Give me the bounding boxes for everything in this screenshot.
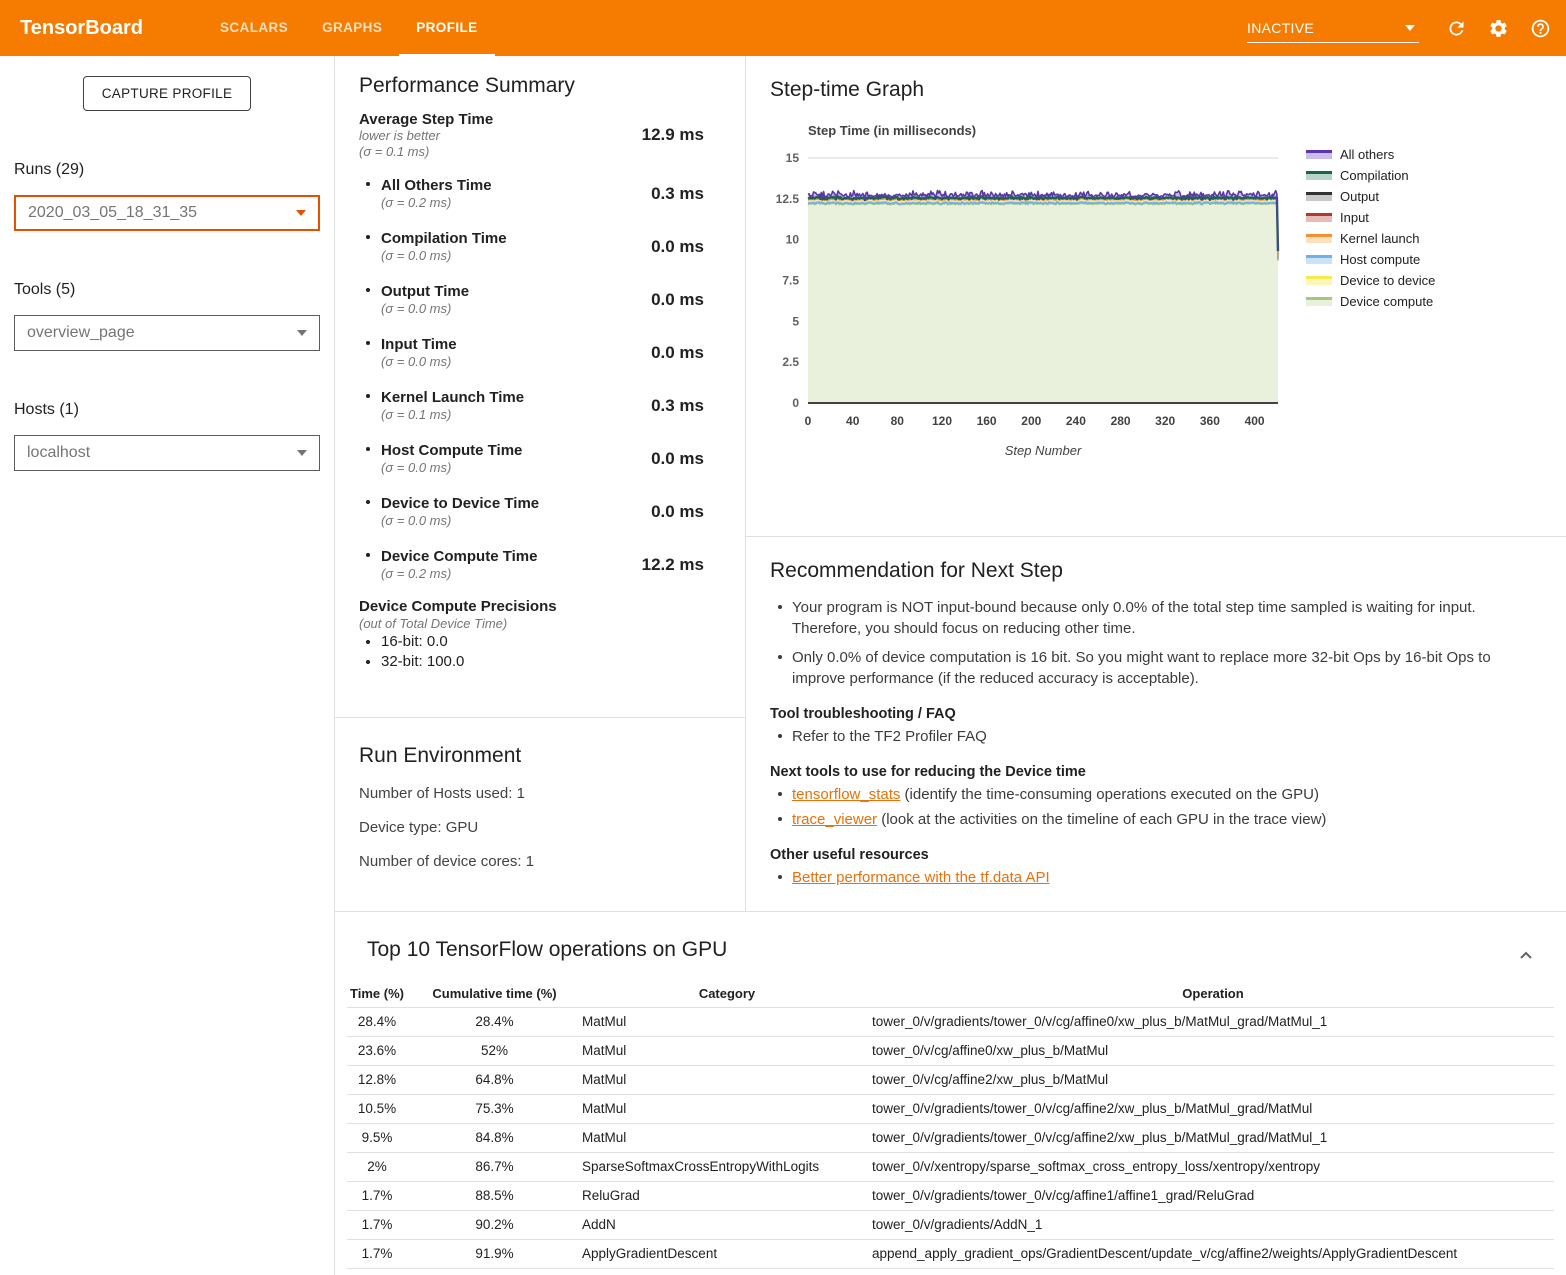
- precision-item: 32-bit: 100.0: [359, 652, 704, 672]
- legend-item: [1306, 144, 1435, 165]
- legend-swatch-icon: [1306, 213, 1332, 222]
- perf-item-sigma: (σ = 0.2 ms): [381, 195, 452, 210]
- recommendation-list: [770, 726, 1530, 747]
- perf-item: [359, 388, 704, 425]
- main-content: [334, 56, 1566, 1275]
- svg-text:40: 40: [846, 414, 860, 428]
- collapse-button[interactable]: [1518, 948, 1534, 967]
- table-cell: 28.4%: [347, 1007, 407, 1036]
- svg-text:10: 10: [785, 232, 799, 247]
- avg-step-time-label: Average Step Time: [359, 111, 494, 128]
- step-time-graph-card: [746, 56, 1566, 537]
- chevron-down-icon: [297, 450, 307, 456]
- run-env-line: Number of Hosts used: 1: [359, 785, 525, 802]
- table-row: [347, 1181, 1554, 1210]
- svg-text:120: 120: [931, 414, 953, 428]
- chart-legend: [1306, 144, 1435, 461]
- perf-item-label: Device to Device Time: [381, 495, 540, 512]
- avg-step-time-value: 12.9 ms: [641, 125, 704, 144]
- chevron-down-icon: [1405, 25, 1415, 31]
- table-cell: 52%: [407, 1036, 582, 1065]
- step-time-chart: [770, 116, 1294, 461]
- bullet-icon: [366, 288, 370, 292]
- perf-item: [359, 441, 704, 478]
- legend-swatch-icon: [1306, 297, 1332, 306]
- tools-select[interactable]: [14, 315, 320, 351]
- legend-item: [1306, 270, 1435, 291]
- hosts-label: Hosts (1): [14, 401, 79, 418]
- legend-swatch-icon: [1306, 255, 1332, 264]
- perf-item-label: Compilation Time: [381, 230, 507, 247]
- perf-item-label: Kernel Launch Time: [381, 389, 525, 406]
- perf-item-value: 0.0 ms: [651, 502, 704, 521]
- precisions-note: (out of Total Device Time): [359, 616, 508, 631]
- table-row: [347, 1152, 1554, 1181]
- sidebar: [0, 56, 334, 1275]
- tab-graphs[interactable]: GRAPHS: [322, 20, 383, 35]
- perf-item-label: Output Time: [381, 283, 470, 300]
- table-row: [347, 1094, 1554, 1123]
- refresh-button[interactable]: [1444, 16, 1468, 40]
- svg-text:Step Number: Step Number: [1004, 443, 1082, 458]
- recommendation-list: [770, 784, 1530, 830]
- bullet-icon: [366, 182, 370, 186]
- perf-item-value: 0.0 ms: [651, 290, 704, 309]
- recommendation-subheading: Other useful resources: [770, 847, 929, 863]
- avg-step-time-sigma: (σ = 0.1 ms): [359, 144, 430, 159]
- table-cell: 75.3%: [407, 1094, 582, 1123]
- table-cell: tower_0/v/gradients/tower_0/v/cg/affine0/xw_plus_b/MatMul_grad/MatMul_1: [872, 1007, 1554, 1036]
- tab-scalars[interactable]: SCALARS: [220, 20, 289, 35]
- recommendation-item: trace_viewer (look at the activities on the timeline of each GPU in the trace view): [770, 809, 1530, 830]
- legend-label: Input: [1340, 210, 1369, 225]
- legend-item: [1306, 186, 1435, 207]
- perf-item-sigma: (σ = 0.2 ms): [381, 566, 452, 581]
- svg-text:400: 400: [1244, 414, 1265, 428]
- svg-text:7.5: 7.5: [782, 273, 799, 288]
- perf-item-sigma: (σ = 0.0 ms): [381, 248, 452, 263]
- svg-text:Step Time (in milliseconds): Step Time (in milliseconds): [808, 123, 977, 138]
- legend-item: [1306, 228, 1435, 249]
- table-row: [347, 1123, 1554, 1152]
- perf-item-sigma: (σ = 0.1 ms): [381, 407, 452, 422]
- recommendation-item: [770, 867, 1530, 888]
- help-icon: [1530, 18, 1551, 39]
- table-row: [347, 1210, 1554, 1239]
- table-header: Cumulative time (%): [432, 985, 557, 1001]
- table-cell: tower_0/v/gradients/AddN_1: [872, 1210, 1554, 1239]
- perf-item: [359, 494, 704, 531]
- svg-text:200: 200: [1021, 414, 1042, 428]
- table-cell: 1.7%: [347, 1210, 407, 1239]
- bullet-icon: [366, 235, 370, 239]
- performance-summary-title: Performance Summary: [359, 74, 575, 97]
- recommendation-bullet: Only 0.0% of device computation is 16 bit. So you might want to replace more 32-bit Ops by 16-bit Ops to improve performance (if the reduced accuracy is acceptable).: [770, 647, 1530, 689]
- perf-item-value: 0.0 ms: [651, 343, 704, 362]
- runs-select-value: 2020_03_05_18_31_35: [28, 204, 198, 221]
- table-cell: 1.7%: [347, 1239, 407, 1268]
- perf-item-label: Input Time: [381, 336, 457, 353]
- performance-summary-card: [335, 56, 745, 718]
- table-cell: SparseSoftmaxCrossEntropyWithLogits: [582, 1152, 872, 1181]
- perf-item-label: Device Compute Time: [381, 548, 538, 565]
- table-cell: 1.7%: [347, 1181, 407, 1210]
- table-cell: append_apply_gradient_ops/GradientDescent/update_v/cg/affine2/weights/ApplyGradientDescent: [872, 1239, 1554, 1268]
- recommendation-item: tensorflow_stats (identify the time-consuming operations executed on the GPU): [770, 784, 1530, 805]
- top-ops-card: [335, 911, 1566, 1275]
- top-ops-table: [347, 980, 1554, 1269]
- table-cell: MatMul: [582, 1007, 872, 1036]
- table-cell: 23.6%: [347, 1036, 407, 1065]
- svg-text:80: 80: [890, 414, 904, 428]
- perf-item-label: All Others Time: [381, 177, 492, 194]
- status-dropdown[interactable]: [1247, 13, 1419, 43]
- perf-item-sigma: (σ = 0.0 ms): [381, 301, 452, 316]
- table-cell: tower_0/v/cg/affine0/xw_plus_b/MatMul: [872, 1036, 1554, 1065]
- table-cell: tower_0/v/gradients/tower_0/v/cg/affine2/xw_plus_b/MatMul_grad/MatMul_1: [872, 1123, 1554, 1152]
- tools-label: Tools (5): [14, 281, 76, 298]
- legend-swatch-icon: [1306, 171, 1332, 180]
- perf-item-sigma: (σ = 0.0 ms): [381, 460, 452, 475]
- svg-text:2.5: 2.5: [782, 355, 799, 370]
- legend-item: [1306, 291, 1435, 312]
- recommendation-list: [770, 867, 1530, 888]
- table-row: [347, 1239, 1554, 1268]
- table-cell: tower_0/v/cg/affine2/xw_plus_b/MatMul: [872, 1065, 1554, 1094]
- bullet-icon: [366, 500, 370, 504]
- table-row: [347, 1007, 1554, 1036]
- table-cell: MatMul: [582, 1065, 872, 1094]
- help-button[interactable]: [1528, 16, 1552, 40]
- perf-item-value: 12.2 ms: [641, 555, 704, 574]
- perf-item-sigma: (σ = 0.0 ms): [381, 513, 452, 528]
- legend-item: [1306, 207, 1435, 228]
- table-cell: 86.7%: [407, 1152, 582, 1181]
- recommendation-subheading: Next tools to use for reducing the Device time: [770, 764, 1086, 780]
- table-cell: MatMul: [582, 1094, 872, 1123]
- legend-label: Kernel launch: [1340, 231, 1420, 246]
- bullet-icon: [366, 341, 370, 345]
- table-row: [347, 1065, 1554, 1094]
- legend-label: Host compute: [1340, 252, 1421, 267]
- runs-label: Runs (29): [14, 161, 85, 178]
- run-environment-card: [335, 718, 745, 911]
- perf-item-sigma: (σ = 0.0 ms): [381, 354, 452, 369]
- recommendation-title: Recommendation for Next Step: [770, 559, 1063, 582]
- recommendation-link[interactable]: Better performance with the tf.data API: [792, 869, 1050, 886]
- app-header: [0, 0, 1566, 56]
- table-cell: 10.5%: [347, 1094, 407, 1123]
- avg-step-time-note: lower is better: [359, 128, 440, 143]
- legend-label: Device to device: [1340, 273, 1436, 288]
- tools-select-value: overview_page: [27, 324, 135, 341]
- svg-text:5: 5: [792, 314, 799, 329]
- chevron-down-icon: [296, 210, 306, 216]
- bullet-icon: [366, 553, 370, 557]
- legend-label: Device compute: [1340, 294, 1434, 309]
- table-cell: 12.8%: [347, 1065, 407, 1094]
- table-cell: ApplyGradientDescent: [582, 1239, 872, 1268]
- perf-item-value: 0.0 ms: [651, 449, 704, 468]
- perf-item: [359, 282, 704, 319]
- precision-item: 16-bit: 0.0: [359, 632, 704, 652]
- chevron-down-icon: [297, 330, 307, 336]
- table-cell: 9.5%: [347, 1123, 407, 1152]
- table-cell: 64.8%: [407, 1065, 582, 1094]
- legend-swatch-icon: [1306, 276, 1332, 285]
- table-cell: 28.4%: [407, 1007, 582, 1036]
- table-header: Time (%): [350, 985, 404, 1001]
- table-cell: tower_0/v/xentropy/sparse_softmax_cross_entropy_loss/xentropy/xentropy: [872, 1152, 1554, 1181]
- perf-item: [359, 176, 704, 213]
- table-cell: AddN: [582, 1210, 872, 1239]
- recommendation-link[interactable]: tensorflow_stats: [792, 786, 901, 803]
- app-title: TensorBoard: [20, 17, 143, 39]
- legend-swatch-icon: [1306, 150, 1332, 159]
- svg-text:280: 280: [1110, 414, 1131, 428]
- gear-icon: [1488, 18, 1509, 39]
- table-header: Category: [698, 985, 756, 1001]
- svg-text:15: 15: [785, 151, 799, 165]
- legend-label: All others: [1340, 147, 1395, 162]
- legend-label: Compilation: [1340, 168, 1409, 183]
- svg-text:12.5: 12.5: [775, 191, 799, 206]
- perf-item-value: 0.3 ms: [651, 184, 704, 203]
- top-ops-title: Top 10 TensorFlow operations on GPU: [367, 938, 728, 961]
- recommendation-card: [746, 537, 1566, 911]
- legend-label: Output: [1340, 189, 1380, 204]
- perf-item-value: 0.0 ms: [651, 237, 704, 256]
- table-row: [347, 1036, 1554, 1065]
- run-env-line: Number of device cores: 1: [359, 853, 535, 870]
- svg-text:0: 0: [792, 396, 799, 410]
- recommendation-item: Refer to the TF2 Profiler FAQ: [770, 726, 1530, 747]
- recommendation-bullet: Your program is NOT input-bound because only 0.0% of the total step time sampled is waiting for input. Therefore, you should focus on reducing other time.: [770, 597, 1530, 639]
- svg-text:320: 320: [1155, 414, 1176, 428]
- table-header: Operation: [1182, 985, 1244, 1001]
- step-time-graph-title: Step-time Graph: [770, 78, 925, 101]
- tab-profile[interactable]: PROFILE: [399, 0, 494, 56]
- capture-profile-button[interactable]: CAPTURE PROFILE: [83, 76, 252, 111]
- svg-text:160: 160: [976, 414, 997, 428]
- table-cell: 90.2%: [407, 1210, 582, 1239]
- legend-swatch-icon: [1306, 234, 1332, 243]
- perf-item: [359, 229, 704, 266]
- runs-select[interactable]: [14, 195, 320, 231]
- table-cell: 88.5%: [407, 1181, 582, 1210]
- svg-text:360: 360: [1199, 414, 1220, 428]
- refresh-icon: [1446, 18, 1467, 39]
- svg-text:240: 240: [1065, 414, 1086, 428]
- bullet-icon: [366, 447, 370, 451]
- average-step-time: [359, 111, 704, 160]
- table-cell: 91.9%: [407, 1239, 582, 1268]
- table-cell: 2%: [347, 1152, 407, 1181]
- bullet-icon: [366, 394, 370, 398]
- nav-tabs: [203, 0, 495, 56]
- table-cell: MatMul: [582, 1036, 872, 1065]
- perf-item-label: Host Compute Time: [381, 442, 523, 459]
- legend-item: [1306, 165, 1435, 186]
- legend-item: [1306, 249, 1435, 270]
- table-cell: ReluGrad: [582, 1181, 872, 1210]
- perf-item: [359, 335, 704, 372]
- table-cell: MatMul: [582, 1123, 872, 1152]
- recommendation-link[interactable]: trace_viewer: [792, 811, 878, 828]
- svg-text:0: 0: [804, 414, 812, 428]
- hosts-select-value: localhost: [27, 444, 91, 461]
- settings-button[interactable]: [1486, 16, 1510, 40]
- hosts-select[interactable]: [14, 435, 320, 471]
- table-cell: tower_0/v/gradients/tower_0/v/cg/affine1/affine1_grad/ReluGrad: [872, 1181, 1554, 1210]
- legend-swatch-icon: [1306, 192, 1332, 201]
- table-cell: tower_0/v/gradients/tower_0/v/cg/affine2/xw_plus_b/MatMul_grad/MatMul: [872, 1094, 1554, 1123]
- run-env-line: Device type: GPU: [359, 819, 479, 836]
- perf-item: [359, 547, 704, 584]
- bullet-icon: [366, 660, 370, 664]
- bullet-icon: [366, 640, 370, 644]
- recommendation-subheading: Tool troubleshooting / FAQ: [770, 706, 956, 722]
- run-environment-title: Run Environment: [359, 744, 522, 767]
- status-value: INACTIVE: [1247, 19, 1314, 36]
- precisions-heading: Device Compute Precisions: [359, 598, 557, 615]
- table-cell: 84.8%: [407, 1123, 582, 1152]
- chevron-up-icon: [1518, 948, 1534, 964]
- perf-item-value: 0.3 ms: [651, 396, 704, 415]
